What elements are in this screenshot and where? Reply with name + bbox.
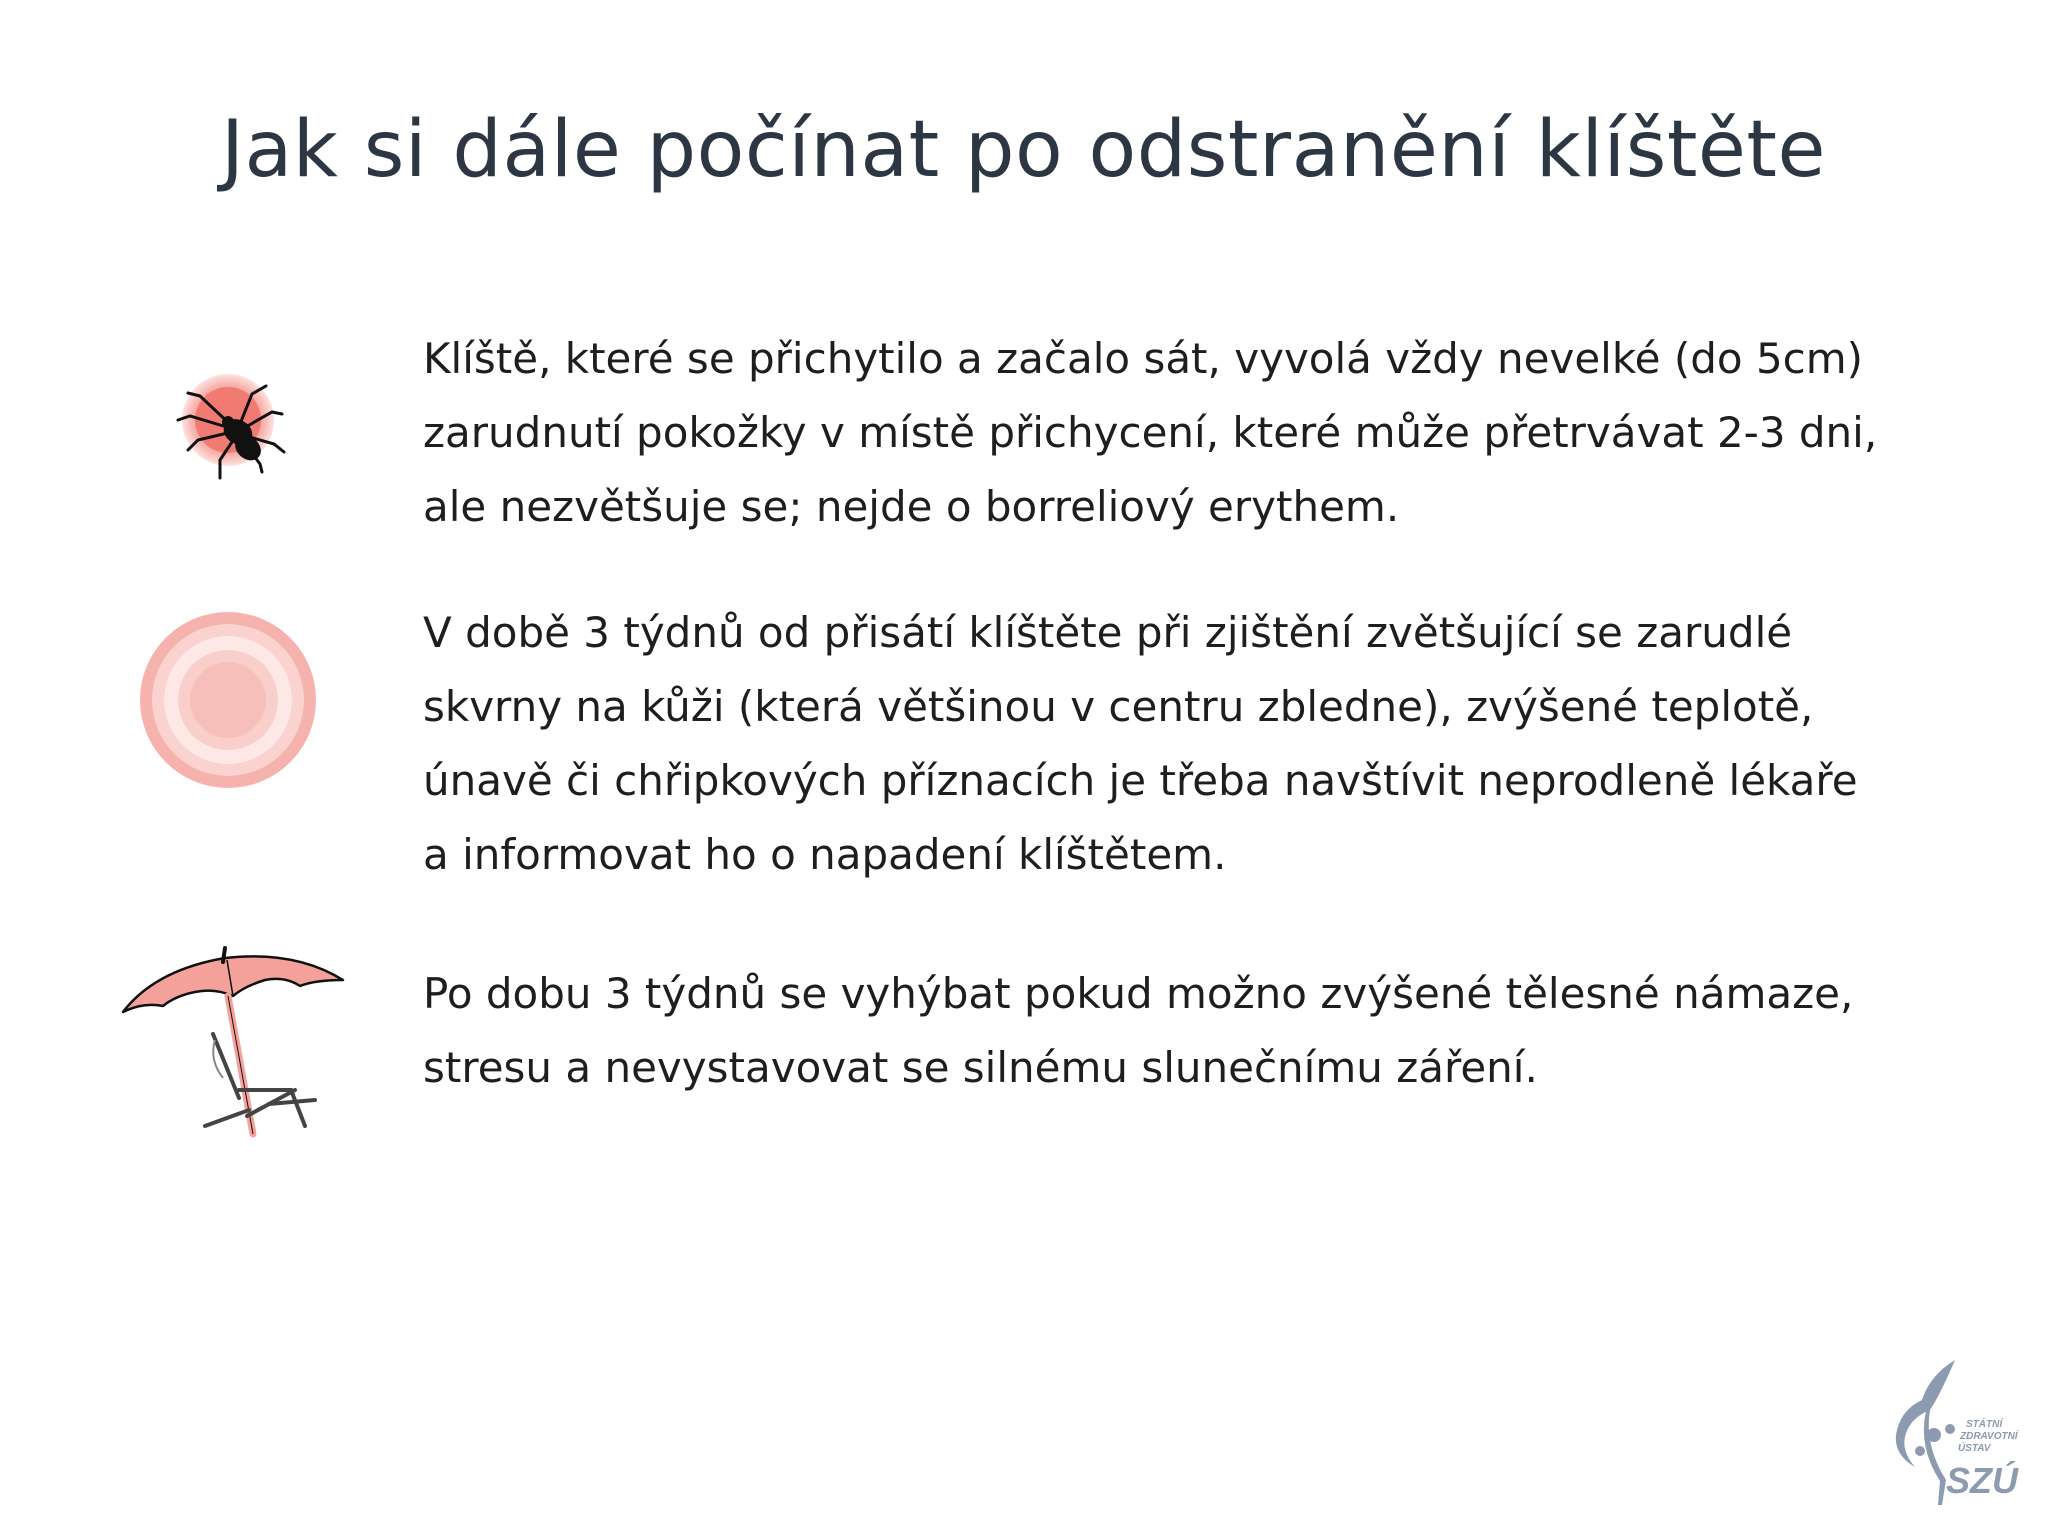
paragraph-line: Po dobu 3 týdnů se vyhýbat pokud možno zvýšené tělesné námaze,: [423, 969, 1854, 1018]
logo-text-line2: ZDRAVOTNÍ: [1960, 1431, 2018, 1442]
paragraph-line: stresu a nevystavovat se silnému slunečnímu záření.: [423, 1043, 1538, 1092]
tick-bite-icon: [170, 368, 300, 498]
paragraph-line: a informovat ho o napadení klíštětem.: [423, 830, 1227, 879]
paragraph-line: únavě či chřipkových příznacích je třeba navštívit neprodleně lékaře: [423, 756, 1858, 805]
logo-text-line1: STÁTNÍ: [1966, 1419, 2003, 1430]
paragraph-see-doctor: [423, 596, 1943, 892]
paragraph-line: ale nezvětšuje se; nejde o borreliový erythem.: [423, 482, 1400, 531]
paragraph-line: Klíště, které se přichytilo a začalo sát, vyvolá vždy nevelké (do 5cm): [423, 334, 1864, 383]
skin-rash-icon: [138, 610, 318, 790]
paragraph-line: V době 3 týdnů od přisátí klíštěte při zjištění zvětšující se zarudlé: [423, 608, 1793, 657]
logo-abbreviation: SZÚ: [1946, 1460, 2018, 1501]
szu-logo: [1860, 1355, 2030, 1515]
paragraph-line: zarudnutí pokožky v místě přichycení, které může přetrvávat 2-3 dni,: [423, 408, 1878, 457]
paragraph-line: skvrny na kůži (která většinou v centru zbledne), zvýšené teplotě,: [423, 682, 1814, 731]
paragraph-avoid-exertion: [423, 957, 1943, 1105]
paragraph-local-redness: [423, 322, 1943, 544]
logo-text-line3: ÚSTAV: [1958, 1443, 1991, 1454]
page-title: Jak si dále počínat po odstranění klíštěte: [221, 105, 1826, 195]
beach-umbrella-icon: [115, 940, 355, 1140]
